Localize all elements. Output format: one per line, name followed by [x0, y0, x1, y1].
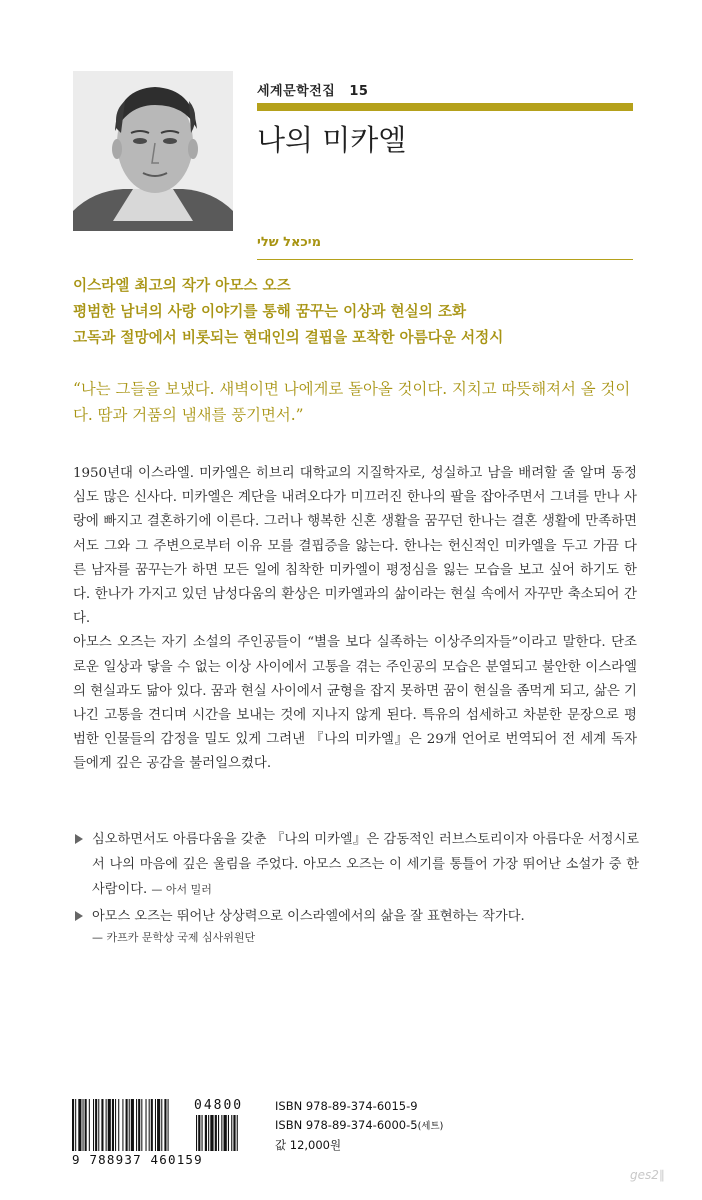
price: 값 12,000원 — [275, 1138, 342, 1152]
synopsis — [73, 462, 637, 777]
review-text: 아모스 오즈는 뛰어난 상상력으로 이스라엘에서의 삶을 잘 표현하는 작가다. — [92, 909, 525, 924]
original-title: מיכאל שלי — [257, 235, 322, 250]
series-name: 세계문학전집 — [257, 84, 336, 99]
author-photo — [73, 71, 233, 231]
isbn-block — [275, 1097, 443, 1155]
synopsis-paragraph: 1950년대 이스라엘. 미카엘은 히브리 대학교의 지질학자로, 성실하고 남을 배려할 줄 알며 동정심도 많은 신사다. 미카엘은 계단을 내려오다가 미끄러진 한나의 팔을 잡아주면서 그녀를 만나 사랑에 빠지고 결혼하기에 이른다. 그러나 행복한 신혼 생활을 꿈꾸던 한나는 결혼 생활에 만족하면서도 그와 그 주변으로부터 이유 모를 결핍증을 앓는다. 한나는 헌신적인 미카엘을 두고 가끔 다른 남자를 꿈꾸는가 하면 모든 일에 침착한 미카엘이 평정심을 잃는 모습을 보고 싶어 하기도 한다. 한나가 가지고 있던 남성다움의 환상은 미카엘과의 삶이라는 현실 속에서 자꾸만 축소되어 간다. — [73, 466, 637, 627]
triangle-bullet-icon — [75, 911, 83, 921]
book-title: 나의 미카엘 — [257, 123, 407, 157]
series-label — [257, 80, 368, 99]
isbn-set-number: ISBN 978-89-374-6000-5 — [275, 1117, 418, 1132]
author-portrait-image — [73, 71, 233, 231]
isbn-line — [275, 1116, 443, 1137]
barcode-addon-digits: 04800 — [194, 1098, 244, 1113]
tagline-line: 이스라엘 최고의 작가 아모스 오즈 — [73, 277, 291, 294]
tagline-line: 고독과 절망에서 비롯되는 현대인의 결핍을 포착한 아름다운 서정시 — [73, 329, 504, 346]
synopsis-paragraph: 아모스 오즈는 자기 소설의 주인공들이 “별을 보다 실족하는 이상주의자들”이라고 말한다. 단조로운 일상과 닿을 수 없는 이상 사이에서 고통을 겪는 주인공의 모습은 분열되고 불안한 이스라엘의 현실과도 닮아 있다. 꿈과 현실 사이에서 균형을 잡지 못하면 꿈이 현실을 좀먹게 되고, 삶은 기나긴 고통을 견디며 시간을 보내는 것에 지나지 않게 된다. 특유의 섬세하고 차분한 문장으로 평범한 인물들의 감정을 밀도 있게 그려낸 『나의 미카엘』은 29개 언어로 번역되어 전 세계 독자들에게 깊은 공감을 불러일으켰다. — [73, 635, 637, 772]
isbn-line: ISBN 978-89-374-6015-9 — [275, 1099, 418, 1113]
reviews-list — [73, 827, 639, 949]
triangle-bullet-icon — [75, 834, 83, 844]
barcode-digits: 9 788937 460159 — [72, 1152, 203, 1167]
review-attribution: — 카프카 문학상 국제 심사위원단 — [92, 931, 256, 944]
review-attribution: — 아서 밀러 — [151, 883, 212, 896]
gold-rule-thick — [257, 103, 633, 111]
review-item — [73, 827, 639, 902]
tagline-block — [73, 273, 643, 351]
publisher-logo: ges2∥ — [630, 1168, 665, 1182]
excerpt-quote: “나는 그들을 보냈다. 새벽이면 나에게로 돌아올 것이다. 지치고 따뜻해져서 올 것이다. 땀과 거품의 냄새를 풍기면서.” — [73, 380, 631, 424]
tagline-line: 평범한 남녀의 사랑 이야기를 통해 꿈꾸는 이상과 현실의 조화 — [73, 303, 467, 320]
review-text: 심오하면서도 아름다움을 갖춘 『나의 미카엘』은 감동적인 러브스토리이자 아름다운 서정시로서 나의 마음에 깊은 울림을 주었다. 아모스 오즈는 이 세기를 통틀어 가장 뛰어난 소설가 중 한 사람이다. — [92, 832, 639, 897]
review-item — [73, 904, 639, 947]
series-number: 15 — [349, 84, 369, 99]
gold-rule-thin — [257, 259, 633, 260]
isbn-set-label: (세트) — [417, 1120, 444, 1132]
